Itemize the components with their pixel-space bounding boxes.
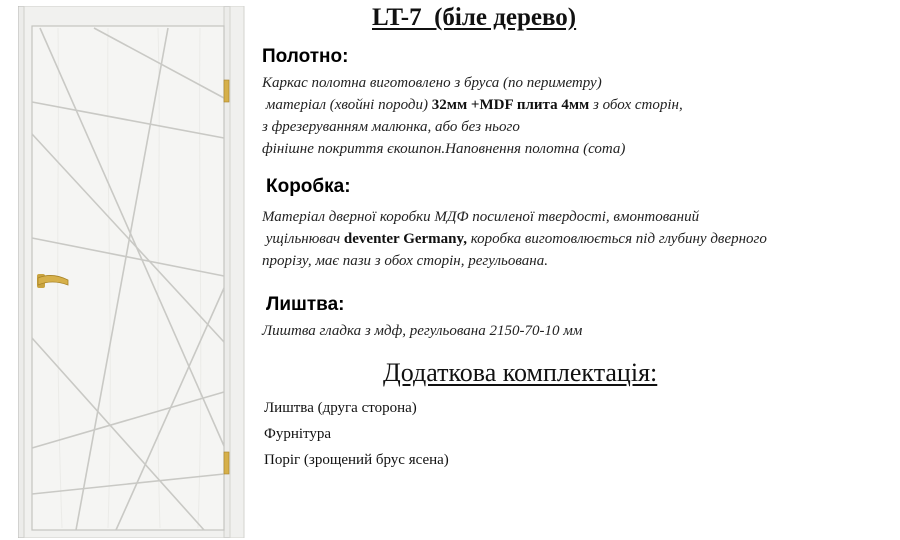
hinge-top xyxy=(224,80,229,102)
section-heading-canvas: Полотно: xyxy=(262,46,349,67)
extras-item: Лиштва (друга сторона) xyxy=(264,400,417,416)
extras-item: Фурнітура xyxy=(264,426,332,442)
extras-heading: Додаткова комплектація: xyxy=(383,358,658,387)
hinge-bottom xyxy=(224,452,229,474)
text-line: прорізу, має пази з обох сторін, регульована. xyxy=(262,253,548,269)
text-line: Матеріал дверної коробки МДФ посиленої твердості, вмонтований xyxy=(262,209,700,225)
text-line: матеріал (хвойні породи) 32мм +MDF плита 4мм з обох сторін, xyxy=(262,97,683,113)
text-line: Лиштва гладка з мдф, регульована 2150-70-10 мм xyxy=(262,323,583,339)
section-heading-frame: Коробка: xyxy=(266,176,351,197)
text-line: ущільнювач deventer Germany, коробка виготовлюється під глубину дверного xyxy=(262,231,767,247)
section-heading-casing: Лиштва: xyxy=(266,294,345,315)
extras-item: Поріг (зрощений брус ясена) xyxy=(264,452,449,468)
product-title: LT-7 (біле дерево) xyxy=(372,4,577,31)
bold-spec: deventer Germany, xyxy=(343,231,467,247)
text-line: з фрезеруванням малюнка, або без нього xyxy=(262,119,520,135)
text-line: фінішне покриття єкошпон.Наповнення полотна (сота) xyxy=(262,141,626,157)
section-text-frame xyxy=(262,206,767,272)
bold-spec: 32мм +MDF плита 4мм xyxy=(431,97,590,113)
door-illustration xyxy=(18,6,250,538)
section-text-casing xyxy=(262,320,582,342)
text-line: Каркас полотна виготовлено з бруса (по периметру) xyxy=(262,75,602,91)
section-text-canvas xyxy=(262,72,683,160)
